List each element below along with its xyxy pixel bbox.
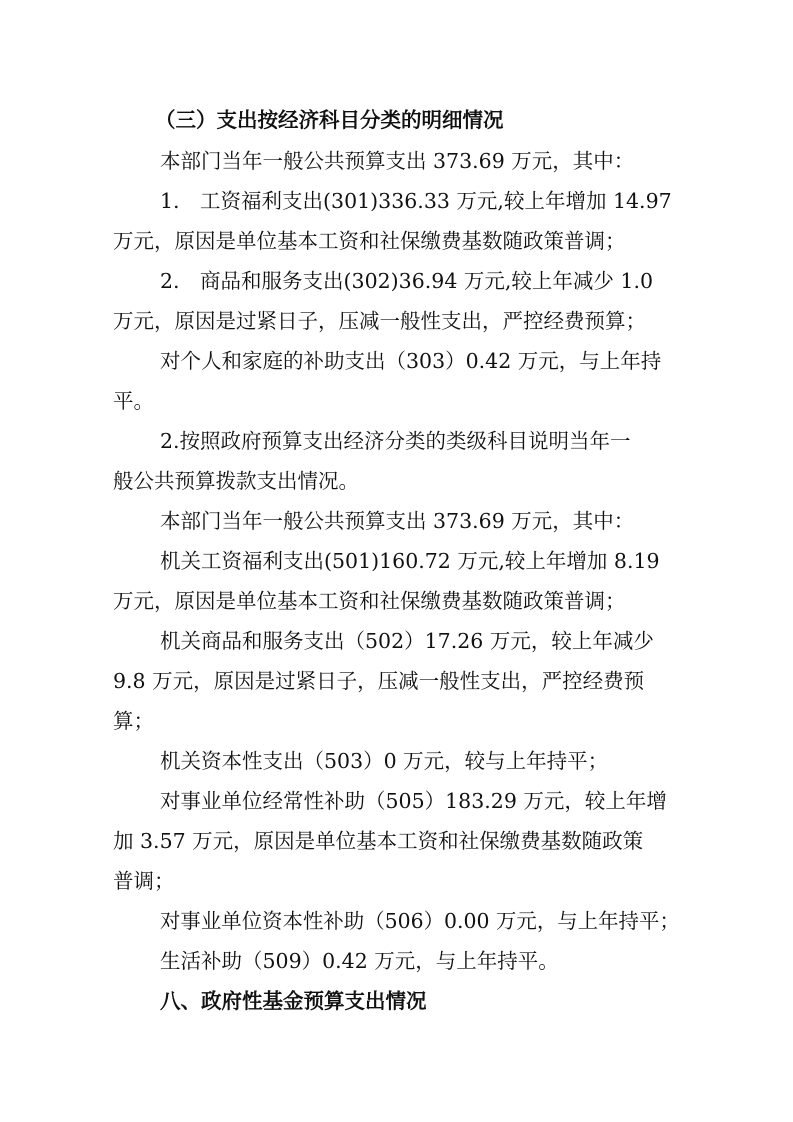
item-502-line3: 算； — [113, 709, 154, 733]
paragraph-total-expenditure: 本部门当年一般公共预算支出 373.69 万元，其中： — [160, 149, 635, 173]
item-501-line1: 机关工资福利支出(501)160.72 万元,较上年增加 8.19 — [160, 549, 660, 573]
point-2-line2: 般公共预算拨款支出情况。 — [113, 469, 359, 493]
item-502-line2: 9.8 万元，原因是过紧日子，压减一般性支出，严控经费预 — [113, 669, 645, 693]
item-505-line3: 普调； — [113, 869, 175, 893]
section-heading-expenditure-by-economic-category: （三）支出按经济科目分类的明细情况 — [155, 108, 504, 132]
paragraph-total-expenditure-2: 本部门当年一般公共预算支出 373.69 万元，其中： — [160, 509, 635, 533]
item-household-subsidy-line2: 平。 — [113, 389, 154, 413]
item-501-line2: 万元，原因是单位基本工资和社保缴费基数随政策普调； — [113, 589, 626, 613]
point-2-line1: 2.按照政府预算支出经济分类的类级科目说明当年一 — [160, 429, 631, 453]
section-heading-government-fund-expenditure: 八、政府性基金预算支出情况 — [160, 989, 427, 1013]
item-505-line2: 加 3.57 万元，原因是单位基本工资和社保缴费基数随政策 — [113, 829, 644, 853]
item-506: 对事业单位资本性补助（506）0.00 万元，与上年持平； — [160, 909, 680, 933]
item-505-line1: 对事业单位经常性补助（505）183.29 万元，较上年增 — [160, 789, 667, 813]
item-509: 生活补助（509）0.42 万元，与上年持平。 — [160, 949, 559, 973]
item-502-line1: 机关商品和服务支出（502）17.26 万元，较上年减少 — [160, 629, 654, 653]
item-salary-welfare-line1: 1. 工资福利支出(301)336.33 万元,较上年增加 14.97 — [160, 189, 672, 213]
item-503: 机关资本性支出（503）0 万元，较与上年持平； — [160, 749, 609, 773]
item-goods-services-line1: 2. 商品和服务支出(302)36.94 万元,较上年减少 1.0 — [160, 269, 654, 293]
item-household-subsidy-line1: 对个人和家庭的补助支出（303）0.42 万元，与上年持 — [160, 349, 662, 373]
item-salary-welfare-line2: 万元，原因是单位基本工资和社保缴费基数随政策普调； — [113, 229, 626, 253]
item-goods-services-line2: 万元，原因是过紧日子，压减一般性支出，严控经费预算； — [113, 309, 646, 333]
